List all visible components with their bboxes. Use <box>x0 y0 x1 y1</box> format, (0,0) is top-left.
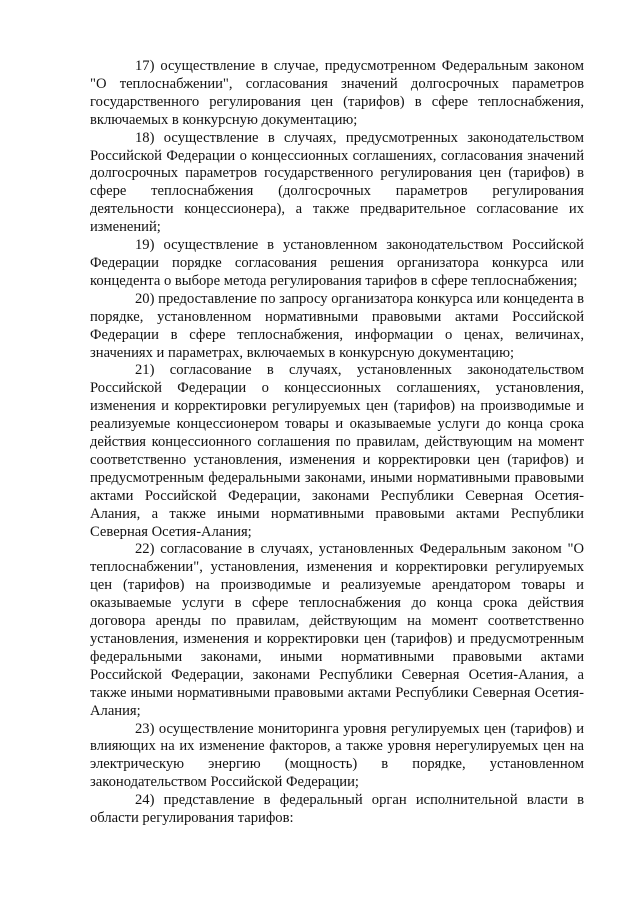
paragraph-item-20: 20) предоставление по запросу организатора конкурса или концедента в порядке, установленном нормативными правовыми актами Российской Федерации в сфере теплоснабжения, информации о ценах, величинах, значениях и параметрах, включаемых в конкурсную документацию; <box>90 290 584 361</box>
paragraph-item-19: 19) осуществление в установленном законодательством Российской Федерации порядке согласования решения организатора конкурса или концедента о выборе метода регулирования тарифов в сфере теплоснабжения; <box>90 237 584 289</box>
paragraph-item-21: 21) согласование в случаях, установленных законодательством Российской Федерации о концессионных соглашениях, установления, изменения и корректировки регулируемых цен (тарифов) на производимые и реализуемые концессионером товары и оказываемые услуги до конца срока действия концессионного соглашения по правилам, действующим на момент соответственно установления, изменения и корректировки цен (тарифов) и предусмотренным федеральными законами, иными нормативными правовыми актами Российской Федерации, законами Республики Северная Осетия-Алания, а также иными нормативными правовыми актами Республики Северная Осетия-Алания; <box>90 362 584 540</box>
paragraph-item-22: 22) согласование в случаях, установленных Федеральным законом "О теплоснабжении", установления, изменения и корректировки регулируемых цен (тарифов) на производимые и реализуемые арендатором товары и оказываемые услуги в сфере теплоснабжения до конца срока действия договора аренды по правилам, действующим на момент соответственно установления, изменения и корректировки цен (тарифов) и предусмотренным федеральными законами, иными нормативными правовыми актами Российской Федерации, законами Республики Северная Осетия-Алания, а также иными нормативными правовыми актами Республики Северная Осетия-Алания; <box>90 541 584 719</box>
document-page <box>90 58 584 828</box>
paragraph-item-23: 23) осуществление мониторинга уровня регулируемых цен (тарифов) и влияющих на их изменение факторов, а также уровня нерегулируемых цен на электрическую энергию (мощность) в порядке, установленном законодательством Российской Федерации; <box>90 720 584 791</box>
paragraph-item-24: 24) представление в федеральный орган исполнительной власти в области регулирования тарифов: <box>90 792 584 827</box>
paragraph-item-17: 17) осуществление в случае, предусмотренном Федеральным законом "О теплоснабжении", согласования значений долгосрочных параметров государственного регулирования цен (тарифов) в сфере теплоснабжения, включаемых в конкурсную документацию; <box>90 58 584 128</box>
paragraph-item-18: 18) осуществление в случаях, предусмотренных законодательством Российской Федерации о концессионных соглашениях, согласования значений долгосрочных параметров государственного регулирования цен (тарифов) в сфере теплоснабжения (долгосрочных параметров регулирования деятельности концессионера), а также предварительное согласование их изменений; <box>90 129 584 236</box>
